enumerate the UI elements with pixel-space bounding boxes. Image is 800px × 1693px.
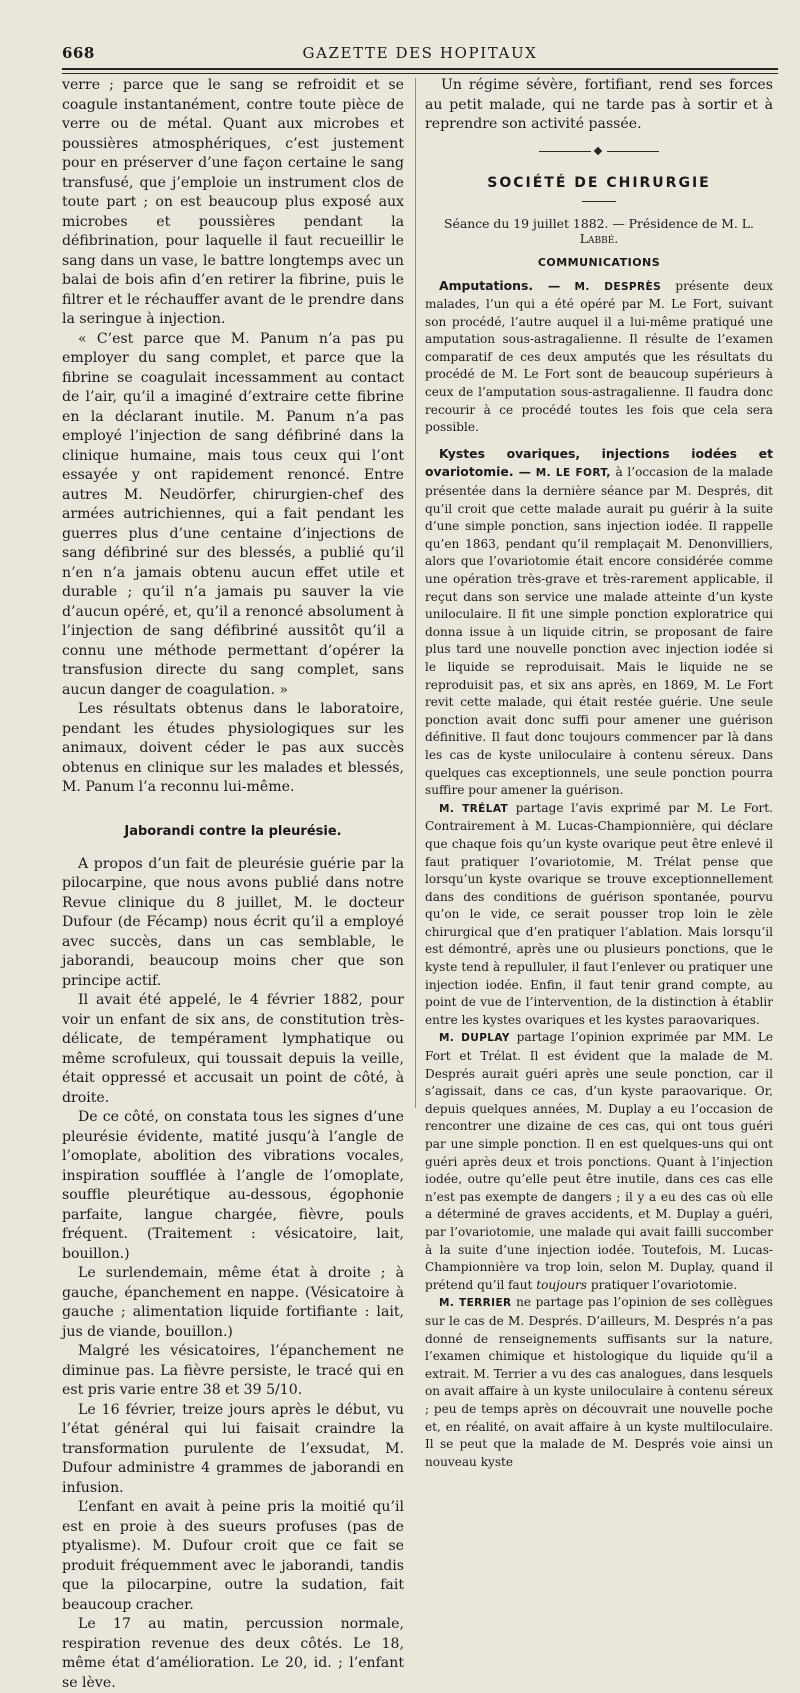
paragraph: Malgré les vésicatoires, l’épanchement ne diminue pas. La fièvre persiste, le tracé qui en est pris varie entre 38 et 39 5/10. — [62, 1343, 404, 1398]
paragraph-text: présente deux malades, l’un qui a été opéré par M. Le Fort, suivant son procédé, l’autre auquel il a lui-même pratiqué une amputation sous-astragalienne. Il résulte de l’examen comparatif de ces deux amputés que les résultats du procédé de M. Le Fort sont de beaucoup supérieurs à ceux de l’amputation sous-astragalienne. Il faudra donc recourir à ce procédé toutes les fois que cela sera possible. — [425, 278, 773, 435]
ornament-line — [607, 151, 659, 152]
topic-lead: Kystes ovariques, injections iodées et ovariotomie. — — [425, 445, 773, 480]
terrier-paragraph — [425, 1294, 773, 1471]
kystes-paragraph — [425, 445, 773, 800]
speaker-name: M. DUPLAY — [439, 1032, 510, 1045]
paragraph-text: ne partage pas l’opinion de ses collègues sur le cas de M. Després. D’ailleurs, M. Després n’a pas donné de renseignements suffisants sur la nature, l’examen chimique et histologique du liquide qu’il a extrait. M. Terrier a vu des cas analogues, dans lesquels on avait affaire à un kyste uniloculaire à contenu séreux ; peu de temps après on découvrait une nouvelle poche et, en réalité, on avait affaire à un kyste multiloculaire. Il se peut que la malade de M. Després voie ainsi un nouveau kyste — [425, 1295, 773, 1469]
header-rule — [62, 68, 778, 70]
paragraph: Il avait été appelé, le 4 février 1882, pour voir un enfant de six ans, de constitution très-délicate, de tempérament lymphatique ou même scrofuleux, qui toussait depuis la veille, était oppressé et accusait un point de côté, à droite. — [62, 992, 404, 1106]
left-column — [62, 76, 404, 1693]
italic-word: toujours — [536, 1277, 587, 1292]
page-number: 668 — [62, 44, 95, 62]
running-title: GAZETTE DES HOPITAUX — [302, 44, 538, 62]
paragraph: verre ; parce que le sang se refroidit et se coagule instantanément, contre toute pièce de verre ou de métal. Quant aux microbes et poussières atmosphériques, c’est justement pour en préserver d’une façon certaine le sang transfusé, que j’emploie un instrument clos de toute part ; on est beaucoup plus exposé aux microbes et poussières pendant la défibrination, pour laquelle il faut recueillir le sang dans un vase, le battre longtemps avec un balai de bois afin d’en retirer la fibrine, puis le filtrer et le réchauffer avant de le prendre dans la seringue à injection. — [62, 77, 404, 327]
section-ornament — [539, 145, 659, 159]
paragraph: Un régime sévère, fortifiant, rend ses forces au petit malade, qui ne tarde pas à sortir et à reprendre son activité passée. — [425, 77, 773, 132]
speaker-name: M. TRÉLAT — [439, 802, 509, 815]
paragraph: A propos d’un fait de pleurésie guérie par la pilocarpine, que nous avons publié dans notre Revue clinique du 8 juillet, M. le docteur Dufour (de Fécamp) nous écrit qu’il a employé avec succès, dans un cas semblable, le jaborandi, beaucoup moins cher que son principe actif. — [62, 855, 404, 989]
paragraph: L’enfant en avait à peine pris la moitié qu’il est en proie à des sueurs profuses (pas de ptyalisme). M. Dufour croit que ce fait se produit fréquemment avec le jaborandi, tandis que la pilocarpine, outre la sudation, fait beaucoup cracher. — [62, 1499, 404, 1613]
ornament-line — [539, 151, 591, 152]
right-column — [425, 76, 773, 1471]
header-rule-thin — [62, 73, 778, 74]
paragraph-text-end: pratiquer l’ovariotomie. — [590, 1277, 738, 1292]
speaker-name: M. DESPRÈS — [574, 280, 662, 293]
duplay-paragraph — [425, 1029, 773, 1294]
communications-heading: COMMUNICATIONS — [537, 255, 661, 269]
paragraph: Les résultats obtenus dans le laboratoire, pendant les études physiologiques sur les animaux, doivent céder le pas aux succès obtenus en clinique sur les malades et blessés, M. Panum l’a reconnu lui-même. — [62, 701, 404, 795]
paragraph-text: à l’occasion de la malade présentée dans la dernière séance par M. Després, dit qu’il croit que cette malade aurait pu guérir à la suite d’une simple ponction, sans injection iodée. Il rappelle qu’en 1863, pendant qu’il remplaçait M. Denonvilliers, alors que l’ovariotomie était encore considérée comme une opération très-grave et très-rarement applicable, il reçut dans son service une malade atteinte d’un kyste uniloculaire. Il fit une simple ponction exploratrice qui donna issue à un liquide citrin, se proposant de faire plus tard une nouvelle ponction avec injection iodée si le liquide se reproduisait. Mais le liquide ne se reproduisit pas, et six ans après, en 1869, M. Le Fort revit cette malade, qui était restée guérie. Une seule ponction avait donc suffi pour amener une guérison définitive. Il faut donc toujours commencer par là dans les cas de kyste uniloculaire à contenu séreux. Dans quelques cas exceptionnels, une seule ponction pourra suffire pour amener la guérison. — [425, 465, 773, 798]
session-text: Séance du 19 juillet 1882. — Présidence de M. L. — [444, 215, 754, 231]
speaker-name: M. TERRIER — [439, 1297, 512, 1310]
trelat-paragraph — [425, 800, 773, 1030]
column-divider — [415, 78, 416, 1108]
session-president: Labbé. — [579, 230, 619, 246]
short-rule — [582, 201, 616, 202]
speaker-name: M. LE FORT, — [535, 467, 611, 480]
paragraph-text: partage l’opinion exprimée par MM. Le Fort et Trélat. Il est évident que la malade de M. Després aurait guéri après une seule ponction, car il s’agissait, dans ce cas, d’un kyste paraovarique. Or, depuis quelques années, M. Duplay a eu l’occasion de rencontrer une dizaine de ces cas, qui ont tous guéri par une simple ponction. Il en est quelques-uns qui ont guéri après deux et trois ponctions. Quant à l’injection iodée, outre qu’elle peut être inutile, dans ces cas elle n’est pas exempte de dangers ; il y a eu des cas où elle a déterminé de graves accidents, et M. Duplay a guéri, par l’ovariotomie, une malade qui avait failli succomber à la suite d’une injection iodée. Toutefois, M. Lucas-Championnière va trop loin, selon M. Duplay, quand il prétend qu’il faut — [425, 1030, 774, 1292]
amputations-paragraph — [425, 277, 773, 437]
paragraph: Le 17 au matin, percussion normale, respiration revenue des deux côtés. Le 18, même état d’amélioration. Le 20, id. ; l’enfant se lève. — [62, 1616, 404, 1691]
topic-lead: Amputations. — — [439, 277, 561, 293]
section-heading: Jaborandi contre la pleurésie. — [124, 823, 342, 839]
paragraph-text: partage l’avis exprimé par M. Le Fort. Contrairement à M. Lucas-Championnière, qui déclare que chaque fois qu’un kyste ovarique peut être enlevé il faut pratiquer l’ovariotomie, M. Trélat pense que lorsqu’un kyste ovarique se trouve exceptionnellement dans des conditions de guérison spontanée, pourvu qu’on le vide, ce serait pousser trop loin le zèle chirurgical que d’en pratiquer l’ablation. Mais lorsqu’il est démontré, après une ou plusieurs ponctions, que le kyste tend à repulluler, il faut l’enlever ou pratiquer une injection iodée. Enfin, il faut tenir grand compte, au point de vue de l’intervention, de la distinction à établir entre les kystes ovariques et les kystes paraovariques. — [425, 800, 773, 1027]
paragraph: Le 16 février, treize jours après le début, vu l’état général qui lui faisait craindre la transformation purulente de l’exsudat, M. Dufour administre 4 grammes de jaborandi en infusion. — [62, 1401, 404, 1496]
paragraph: Le surlendemain, même état à droite ; à gauche, épanchement en nappe. (Vésicatoire à gauche ; alimentation liquide fortifiante : lait, jus de viande, bouillon.) — [62, 1265, 404, 1340]
society-heading: SOCIÉTÉ DE CHIRURGIE — [487, 174, 711, 191]
page-header — [62, 44, 778, 66]
diamond-icon — [594, 146, 602, 154]
paragraph: « C’est parce que M. Panum n’a pas pu employer du sang complet, et parce que la fibrine se coagulait incessamment au contact de l’air, qu’il a imaginé d’extraire cette fibrine en la déclarant inutile. M. Panum n’a pas employé l’injection de sang défibriné dans la clinique humaine, mais tous ceux qui l’ont essayée y ont rapidement renoncé. Entre autres M. Neudörfer, chirurgien-chef des armées autrichiennes, qui a fait pendant les guerres plus d’une centaine d’injections de sang défibriné sur des blessés, a publié qu’il n’en n’a jamais obtenu aucun effet utile et durable ; qu’il n’a jamais pu sauver la vie d’aucun opéré, et, qu’il a renoncé absolument à l’injection de sang défibriné aussitôt qu’il a connu une méthode permettant d’opérer la transfusion directe du sang complet, sans aucun danger de coagulation. » — [62, 330, 404, 698]
session-line — [425, 216, 773, 246]
paragraph: De ce côté, on constata tous les signes d’une pleurésie évidente, matité jusqu’à l’angle de l’omoplate, abolition des vibrations vocales, inspiration soufflée à l’angle de l’omoplate, souffle pleurétique au-dessous, égophonie parfaite, langue chargée, fièvre, pouls fréquent. (Traitement : vésicatoire, lait, bouillon.) — [62, 1109, 404, 1262]
